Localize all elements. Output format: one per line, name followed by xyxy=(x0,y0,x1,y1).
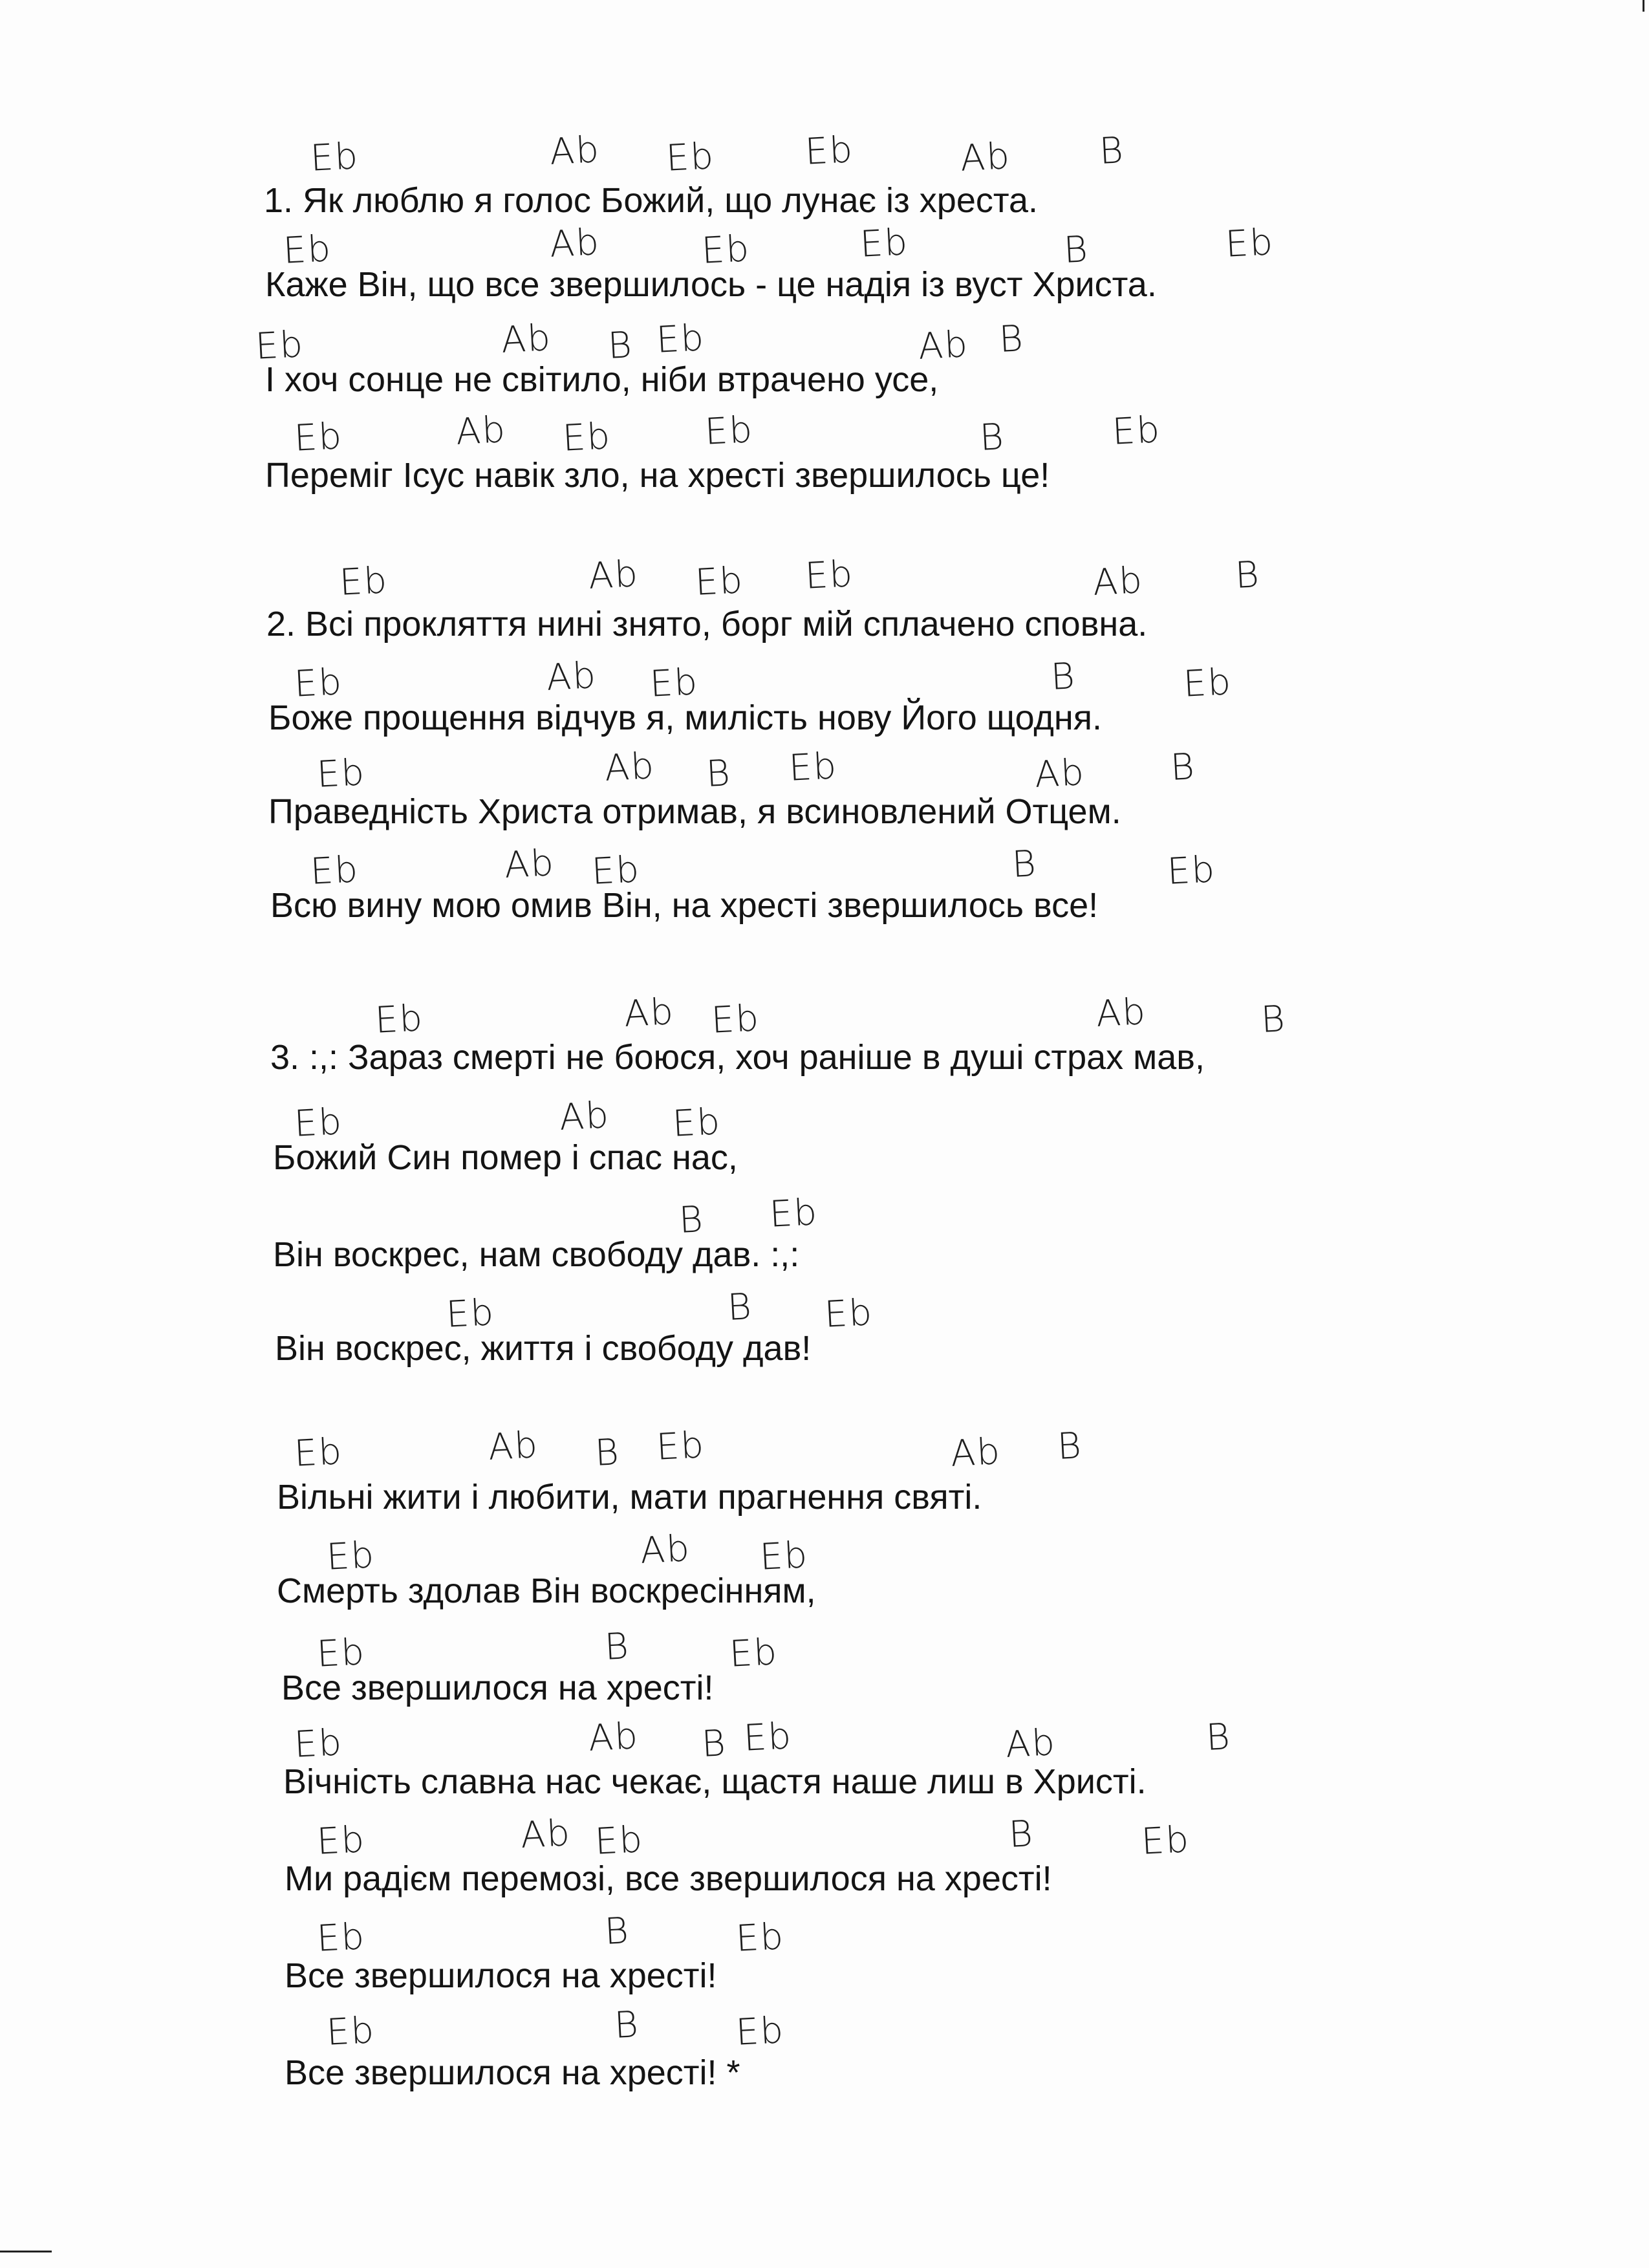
chord-label: Eb xyxy=(823,1291,874,1336)
lyric-line: Праведність Христа отримав, я всиновлений Отцем. xyxy=(268,792,1121,831)
chord-label: B xyxy=(607,324,634,367)
chord-label: Ab xyxy=(455,409,508,453)
chord-label: Eb xyxy=(316,1631,367,1676)
lyric-line: Всю вину мою омив Він, на хресті звершилось все! xyxy=(270,886,1099,925)
chord-label: Eb xyxy=(293,1431,344,1475)
chord-label: Eb xyxy=(374,997,425,1042)
lyric-line: Переміг Ісус навік зло, на хресті звершилось це! xyxy=(265,456,1050,495)
chord-label: B xyxy=(603,1910,631,1953)
chord-label: Ab xyxy=(1095,991,1148,1035)
chord-label: Eb xyxy=(1111,409,1162,453)
chord-label: Ab xyxy=(487,1424,540,1469)
chord-label: Eb xyxy=(804,553,855,598)
chord-label: Eb xyxy=(293,1722,344,1766)
chord-label: B xyxy=(1260,998,1288,1041)
chord-label: Eb xyxy=(1224,221,1275,266)
chord-label: Eb xyxy=(316,1916,367,1960)
chord-label: Ab xyxy=(949,1431,1002,1475)
chord-label: Ab xyxy=(603,745,656,790)
chord-label: B xyxy=(1169,746,1197,789)
lyric-line: Смерть здолав Він воскресінням, xyxy=(277,1571,816,1610)
chord-label: Eb xyxy=(316,751,367,796)
chord-label: Eb xyxy=(735,2009,786,2054)
chord-label: B xyxy=(1008,1813,1035,1856)
chord-label: Eb xyxy=(254,323,305,368)
chord-label: Ab xyxy=(917,323,970,368)
chord-label: Eb xyxy=(590,848,641,893)
chord-label: Eb xyxy=(445,1291,496,1336)
chord-label: B xyxy=(1050,655,1077,698)
chord-label: Eb xyxy=(788,745,839,790)
chord-label: Ab xyxy=(1033,751,1086,796)
lyric-line: Все звершилося на хресті! xyxy=(281,1669,714,1707)
chord-label: Ab xyxy=(1004,1722,1057,1766)
chord-label: Eb xyxy=(665,135,716,180)
chord-label: Eb xyxy=(594,1819,645,1863)
chord-label: B xyxy=(978,416,1006,459)
chord-label: Eb xyxy=(1166,848,1217,893)
chord-label: Ab xyxy=(519,1812,572,1857)
chord-label: Eb xyxy=(704,409,755,453)
lyric-line: Божий Син помер і спас нас, xyxy=(273,1138,738,1177)
chord-label: Eb xyxy=(742,1715,793,1760)
chord-label: Eb xyxy=(759,1534,810,1579)
chord-label: Ab xyxy=(587,553,640,598)
chord-label: Eb xyxy=(655,317,706,362)
chord-label: B xyxy=(1062,228,1090,272)
chord-label: Ab xyxy=(545,654,598,699)
chord-label: Eb xyxy=(700,228,751,272)
chord-label: Eb xyxy=(325,1534,376,1579)
chord-label: Ab xyxy=(623,991,676,1035)
chord-label: Eb xyxy=(671,1101,722,1145)
chord-label: B xyxy=(1234,554,1262,597)
chord-label: Eb xyxy=(804,129,855,173)
chord-label: B xyxy=(726,1286,754,1329)
chord-label: Ab xyxy=(558,1094,611,1139)
chord-label: Eb xyxy=(649,661,700,706)
chord-label: Eb xyxy=(325,2009,376,2054)
chord-label: Eb xyxy=(694,559,745,604)
chord-label: Ab xyxy=(959,135,1012,180)
chord-label: B xyxy=(613,2003,641,2047)
lyric-line: 1. Як люблю я голос Божий, що лунає із хреста. xyxy=(264,181,1039,220)
chord-label: B xyxy=(1098,129,1126,173)
lyric-line: Боже прощення відчув я, милість нову Його щодня. xyxy=(268,698,1102,737)
chord-label: Ab xyxy=(639,1528,692,1572)
chord-label: Eb xyxy=(309,848,360,893)
lyric-line: Він воскрес, життя і свободу дав! xyxy=(275,1329,812,1368)
chord-label: Ab xyxy=(503,842,556,887)
lyric-line: Вічність славна нас чекає, щастя наше лиш в Христі. xyxy=(283,1762,1147,1801)
chord-label: Eb xyxy=(1182,661,1233,706)
chord-label: Eb xyxy=(735,1916,786,1960)
chord-label: Eb xyxy=(728,1631,779,1676)
chord-label: Eb xyxy=(293,1101,344,1145)
lyric-line: 3. :,: Зараз смерті не боюся, хоч раніше в душі страх мав, xyxy=(270,1038,1205,1077)
lyric-line: 2. Всі прокляття нині знято, борг мій сплачено сповна. xyxy=(266,605,1148,643)
top-right-scan-mark xyxy=(1643,0,1644,12)
lyric-line: Вільні жити і любити, мати прагнення святі. xyxy=(277,1478,982,1517)
chord-label: B xyxy=(1205,1716,1233,1759)
chord-label: Ab xyxy=(1092,559,1145,604)
chord-label: B xyxy=(594,1431,621,1474)
chord-label: Eb xyxy=(309,135,360,180)
chord-label: B xyxy=(1011,843,1039,886)
chord-label: B xyxy=(678,1198,706,1242)
chord-label: B xyxy=(705,752,733,795)
lyric-line: Він воскрес, нам свободу дав. :,: xyxy=(273,1235,800,1274)
chord-label: Eb xyxy=(859,221,910,266)
chord-label: Eb xyxy=(293,415,344,460)
chord-label: B xyxy=(700,1722,728,1766)
chord-label: Eb xyxy=(338,559,389,604)
chord-label: Ab xyxy=(548,129,601,173)
chord-label: Eb xyxy=(282,228,333,272)
chord-label: Eb xyxy=(768,1191,819,1236)
lyric-line: І хоч сонце не світило, ніби втрачено усе, xyxy=(265,360,939,399)
chord-label: B xyxy=(998,318,1026,361)
chord-label: Eb xyxy=(293,661,344,706)
chord-label: Eb xyxy=(1140,1819,1191,1863)
lyric-line: Все звершилося на хресті! xyxy=(285,1956,717,1995)
lyric-line: Ми радієм перемозі, все звершилося на хресті! xyxy=(285,1859,1052,1898)
chord-label: Ab xyxy=(548,221,601,266)
chord-label: Eb xyxy=(316,1819,367,1863)
chord-label: Ab xyxy=(500,317,553,362)
lyric-line: Каже Він, що все звершилось - це надія із вуст Христа. xyxy=(265,265,1157,304)
chord-label: Eb xyxy=(710,997,761,1042)
chord-label: Ab xyxy=(587,1715,640,1760)
chord-label: Eb xyxy=(655,1424,706,1469)
bottom-left-scan-mark xyxy=(0,2251,52,2252)
chord-label: B xyxy=(1056,1425,1084,1468)
chord-label: Eb xyxy=(561,415,612,460)
chord-label: B xyxy=(603,1625,631,1669)
lyric-line: Все звершилося на хресті! * xyxy=(285,2053,740,2092)
